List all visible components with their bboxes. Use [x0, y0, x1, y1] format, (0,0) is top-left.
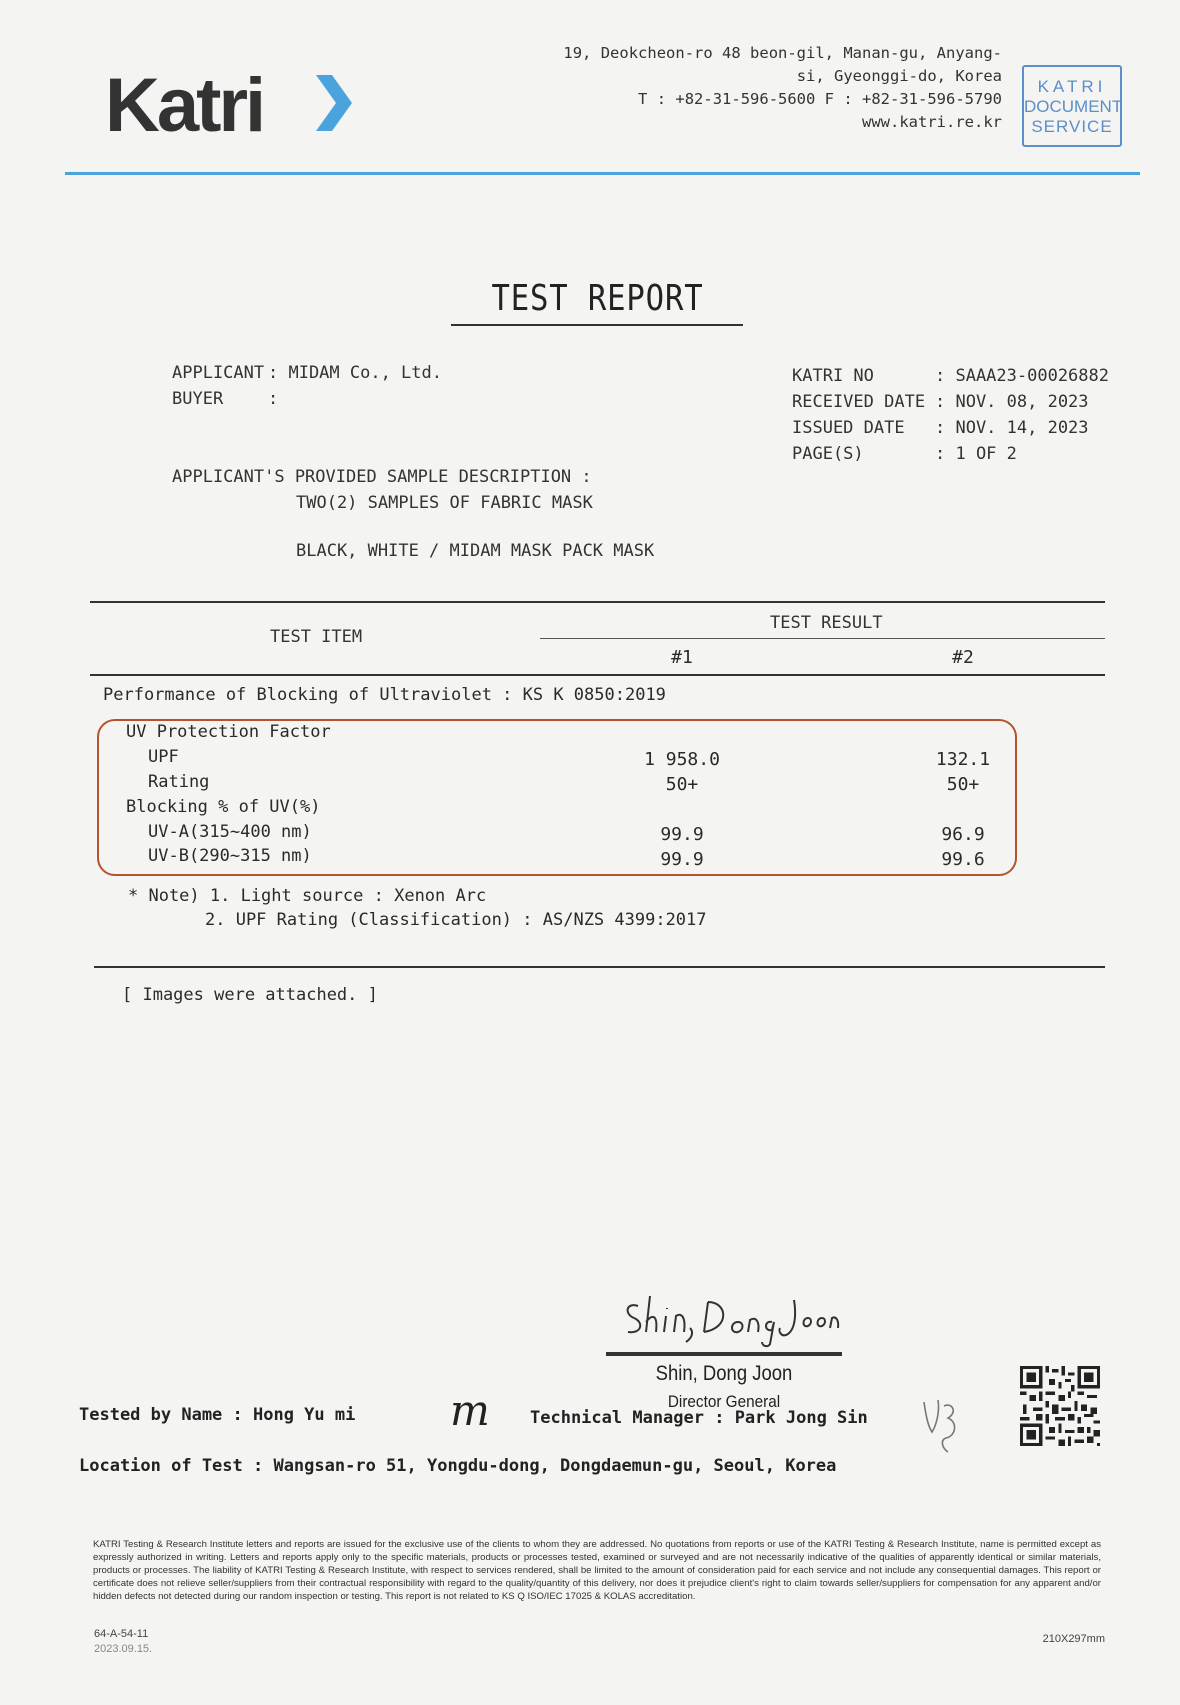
director-signature — [620, 1288, 840, 1348]
applicant-label: APPLICANT — [172, 363, 265, 383]
received-date-value: : NOV. 08, 2023 — [935, 392, 1089, 412]
header-divider — [65, 172, 1140, 175]
test-method: Performance of Blocking of Ultraviolet : KS K 0850:2019 — [103, 685, 666, 705]
sample-description-heading: APPLICANT'S PROVIDED SAMPLE DESCRIPTION : — [172, 467, 592, 487]
upf-value-2: 132.1 — [935, 749, 991, 770]
form-number: 64-A-54-11 — [94, 1628, 149, 1640]
row-label: UV-B(290~315 nm) — [148, 846, 312, 866]
row-label: Blocking % of UV(%) — [126, 797, 321, 817]
received-date-label: RECEIVED DATE — [792, 392, 926, 412]
buyer-label: BUYER — [172, 389, 224, 409]
issued-date-value: : NOV. 14, 2023 — [935, 418, 1089, 438]
tested-by: Tested by Name : Hong Yu mi — [79, 1405, 356, 1425]
page-title: TEST REPORT — [491, 278, 704, 319]
rating-value-2: 50+ — [946, 774, 980, 795]
stamp-line: DOCUMENT — [1024, 97, 1123, 116]
chevron-logo-icon — [312, 75, 354, 131]
director-name: Shin, Dong Joon — [655, 1362, 793, 1385]
test-item-header: TEST ITEM — [270, 627, 363, 647]
rating-value-1: 50+ — [665, 774, 699, 795]
row-label: UV-A(315~400 nm) — [148, 822, 312, 842]
legal-disclaimer: KATRI Testing & Research Institute letters and reports are issued for the exclusive use of the clients to whom they are addressed. No quotations from reports or use of the KATRI Testing & Research Institute, name is permitted except as expressly authorized in writing. Letters and reports apply only to the specific materials, products or processes tested, examined or surveyed and are not necessarily indicative of the qualities of apparently identical or similar materials, products or processes. The liability of KATRI Testing & Research Institute, with respect to services rendered, shall be limited to the amount of consideration paid for each service and not include any consequential damages. This report or certificate does not relieve seller/suppliers from their contractual responsibility with regard to the quality/quantity of this delivery, nor does it prejudice client's right to claim towards seller/suppliers for compensation for any apparent and/or hidden defects not detected during our random inspection or testing. This report is not related to KS Q ISO/IEC 17025 & KOLAS accreditation. — [93, 1539, 1101, 1602]
uvb-value-1: 99.9 — [660, 849, 704, 870]
stamp-line: KATRI — [1037, 77, 1107, 96]
uvb-value-2: 99.6 — [941, 849, 985, 870]
signature-line — [606, 1352, 842, 1356]
address-block — [540, 42, 1002, 134]
test-result-header: TEST RESULT — [770, 613, 883, 633]
qr-code-icon — [1020, 1366, 1100, 1446]
website: www.katri.re.kr — [862, 113, 1002, 131]
uva-value-1: 99.9 — [660, 824, 704, 845]
manager-initial-signature — [918, 1392, 964, 1454]
issued-date-label: ISSUED DATE — [792, 418, 905, 438]
tester-initial: m — [450, 1386, 490, 1435]
column-header-2: #2 — [952, 647, 974, 668]
column-header-1: #1 — [671, 647, 693, 668]
pages-label: PAGE(S) — [792, 444, 864, 464]
paper-size: 210X297mm — [1042, 1633, 1105, 1645]
note-1: * Note) 1. Light source : Xenon Arc — [128, 886, 487, 906]
sample-line: BLACK, WHITE / MIDAM MASK PACK MASK — [296, 541, 655, 561]
applicant-value: : MIDAM Co., Ltd. — [268, 363, 442, 383]
uva-value-2: 96.9 — [941, 824, 985, 845]
address-line: 19, Deokcheon-ro 48 beon-gil, Manan-gu, Anyang- — [563, 44, 1002, 62]
row-label: UPF — [148, 747, 179, 767]
form-date: 2023.09.15. — [94, 1643, 153, 1655]
note-2: 2. UPF Rating (Classification) : AS/NZS 4399:2017 — [205, 910, 707, 930]
pages-value: : 1 OF 2 — [935, 444, 1017, 464]
result-header-rule — [540, 638, 1105, 639]
title-underline — [451, 324, 743, 326]
stamp-line: SERVICE — [1031, 117, 1113, 136]
table-top-rule — [90, 601, 1105, 603]
katri-no-label: KATRI NO — [792, 366, 874, 386]
images-attached: [ Images were attached. ] — [122, 985, 378, 1005]
technical-manager: Technical Manager : Park Jong Sin — [530, 1408, 868, 1428]
phone-fax: T : +82-31-596-5600 F : +82-31-596-5790 — [638, 90, 1002, 108]
row-label: UV Protection Factor — [126, 722, 331, 742]
table-header-rule — [90, 674, 1105, 676]
sample-line: TWO(2) SAMPLES OF FABRIC MASK — [296, 493, 593, 513]
address-line: si, Gyeonggi-do, Korea — [796, 67, 1002, 85]
document-service-stamp — [1022, 65, 1122, 147]
notes-divider — [94, 966, 1105, 968]
director-title: Director General — [667, 1392, 781, 1411]
test-location: Location of Test : Wangsan-ro 51, Yongdu-dong, Dongdaemun-gu, Seoul, Korea — [79, 1456, 837, 1476]
row-label: Rating — [148, 772, 210, 792]
upf-value-1: 1 958.0 — [644, 749, 720, 770]
buyer-value: : — [268, 389, 279, 409]
katri-no-value: : SAAA23-00026882 — [935, 366, 1109, 386]
katri-logo: Katri — [105, 63, 264, 148]
